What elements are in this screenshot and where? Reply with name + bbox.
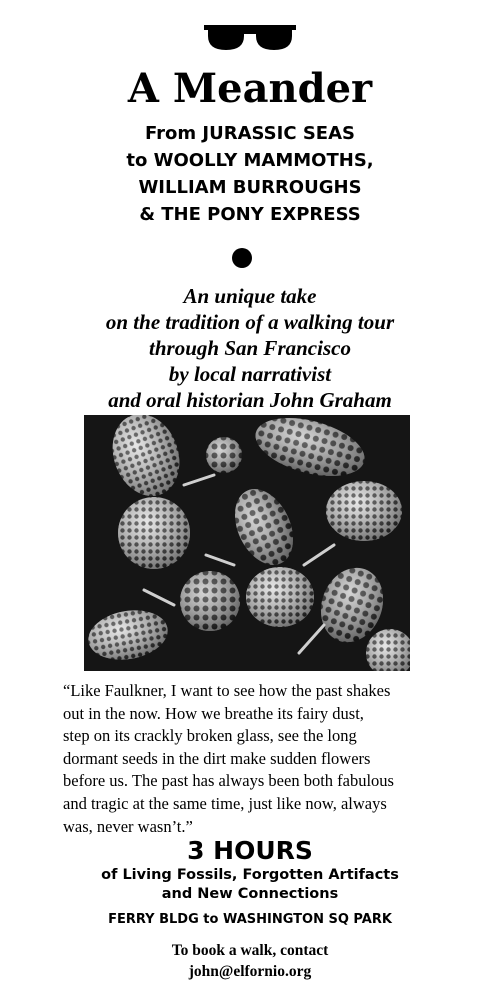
subtitle-line: to WOOLLY MAMMOTHS,: [126, 150, 374, 171]
booking-info: [0, 940, 500, 982]
intro-line: and oral historian John Graham: [108, 388, 392, 412]
quote-line: was, never wasn’t.”: [63, 816, 193, 836]
booking-line: To book a walk, contact: [171, 942, 329, 959]
subtitle-line: From JURASSIC SEAS: [145, 123, 355, 144]
features-line: of Living Fossils, Forgotten Artifacts: [101, 867, 399, 883]
intro-line: through San Francisco: [149, 336, 351, 360]
features-text: [0, 866, 500, 904]
dot-icon: [232, 248, 252, 268]
microfossil-photo: [84, 415, 410, 671]
intro-line: by local narrativist: [168, 362, 332, 386]
quote-line: dormant seeds in the dirt make sudden flowers: [63, 748, 371, 768]
quote-line: step on its crackly broken glass, see the long: [63, 726, 357, 746]
page-title: A Meander: [127, 65, 373, 112]
route-text: FERRY BLDG to WASHINGTON SQ PARK: [108, 912, 392, 927]
sunglasses-icon: [0, 22, 500, 57]
intro-line: on the tradition of a walking tour: [105, 310, 395, 334]
quote-text: [63, 680, 435, 838]
duration-heading: 3 HOURS: [187, 836, 313, 865]
contact-email[interactable]: john@elfornio.org: [188, 963, 312, 980]
features-line: and New Connections: [161, 886, 339, 902]
quote-line: “Like Faulkner, I want to see how the past shakes: [63, 681, 391, 700]
subtitle-line: WILLIAM BURROUGHS: [138, 177, 362, 198]
quote-line: and tragic at the same time, just like now, always: [63, 793, 387, 813]
subtitle: [0, 120, 500, 228]
quote-line: out in the now. How we breathe its fairy dust,: [63, 703, 364, 723]
intro-line: An unique take: [183, 284, 317, 308]
subtitle-line: & THE PONY EXPRESS: [139, 204, 361, 225]
quote-line: before us. The past has always been both fabulous: [63, 771, 394, 791]
intro-text: [0, 283, 500, 413]
